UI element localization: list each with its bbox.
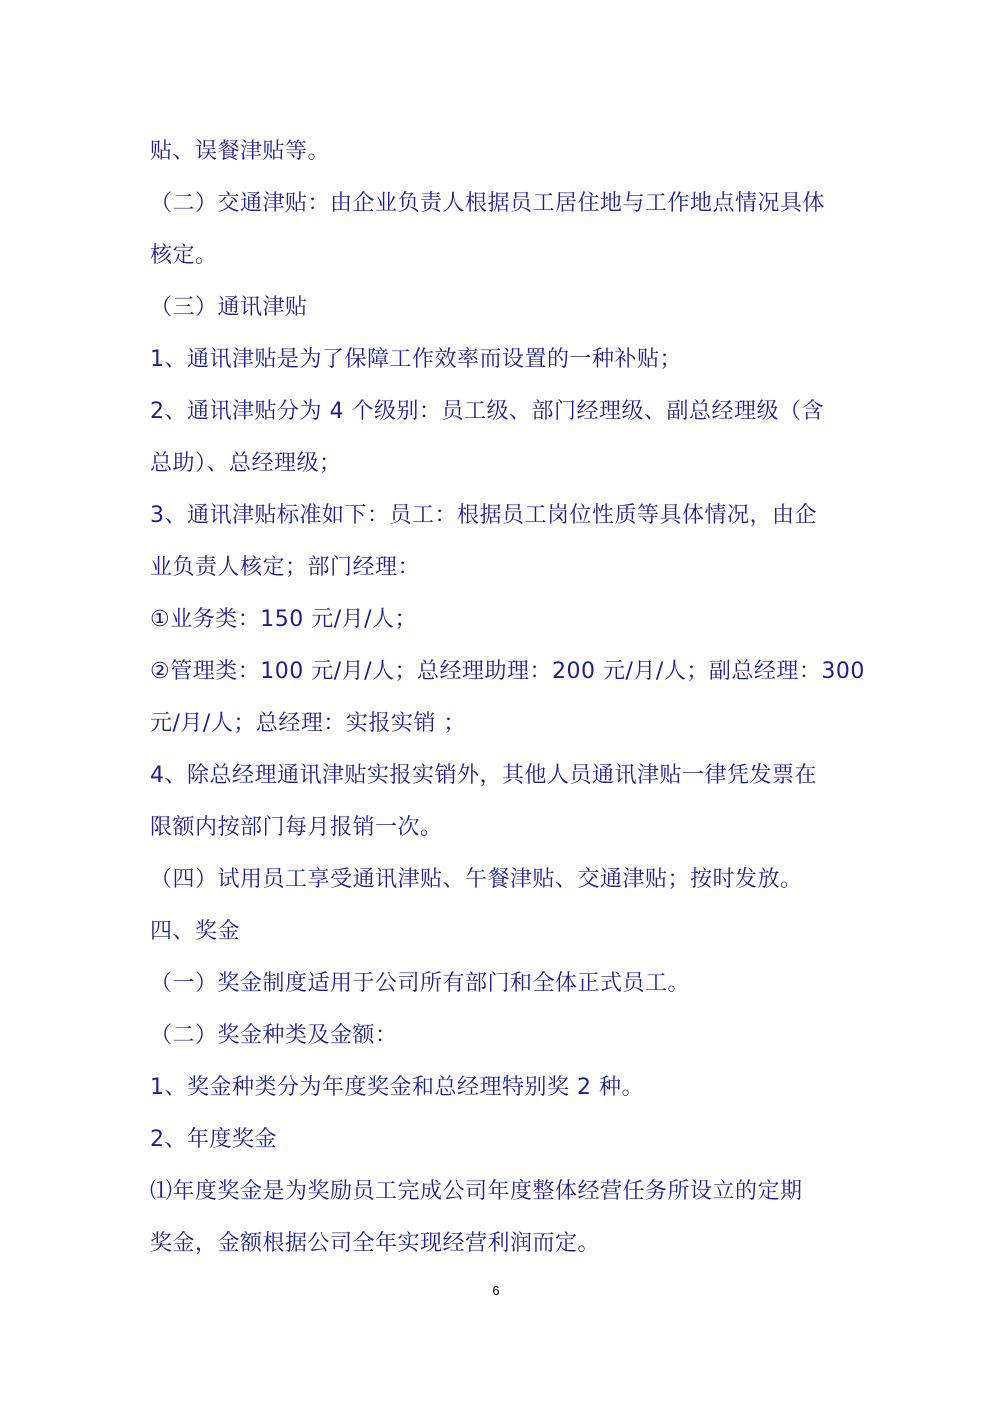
text-line: ②管理类：100 元/月/人；总经理助理：200 元/月/人；副总经理：300: [150, 659, 865, 684]
text-line: 1、奖金种类分为年度奖金和总经理特别奖 2 种。: [150, 1075, 644, 1100]
text-line: 元/月/人；总经理：实报实销 ；: [150, 711, 466, 736]
text-line: （一）奖金制度适用于公司所有部门和全体正式员工。: [150, 971, 691, 996]
document-body: [150, 126, 865, 1270]
text-line: 总助）、总经理级；: [150, 451, 342, 476]
text-line: 核定。: [150, 243, 218, 268]
text-line: 2、通讯津贴分为 4 个级别：员工级、部门经理级、副总经理级（含: [150, 399, 824, 424]
text-line: 3、通讯津贴标准如下：员工：根据员工岗位性质等具体情况，由企: [150, 503, 817, 528]
text-line: （二）奖金种类及金额：: [150, 1023, 398, 1048]
text-line: 4、除总经理通讯津贴实报实销外，其他人员通讯津贴一律凭发票在: [150, 763, 817, 788]
text-line: （四）试用员工享受通讯津贴、午餐津贴、交通津贴；按时发放。: [150, 867, 803, 892]
section-heading: 四、奖金: [150, 919, 241, 944]
text-line: 1、通讯津贴是为了保障工作效率而设置的一种补贴；: [150, 347, 682, 372]
text-line: 2、年度奖金: [150, 1127, 277, 1152]
text-line: 业负责人核定；部门经理：: [150, 555, 421, 580]
section-heading: （三）通讯津贴: [150, 295, 308, 320]
text-line: 限额内按部门每月报销一次。: [150, 815, 443, 840]
text-line: ⑴年度奖金是为奖励员工完成公司年度整体经营任务所设立的定期: [150, 1179, 803, 1204]
text-line: ①业务类：150 元/月/人；: [150, 607, 418, 632]
text-line: 奖金，金额根据公司全年实现经营利润而定。: [150, 1231, 601, 1256]
text-line: （二）交通津贴：由企业负责人根据员工居住地与工作地点情况具体: [150, 191, 826, 216]
page-number: 6: [492, 1283, 500, 1298]
text-line: 贴、误餐津贴等。: [150, 139, 331, 164]
